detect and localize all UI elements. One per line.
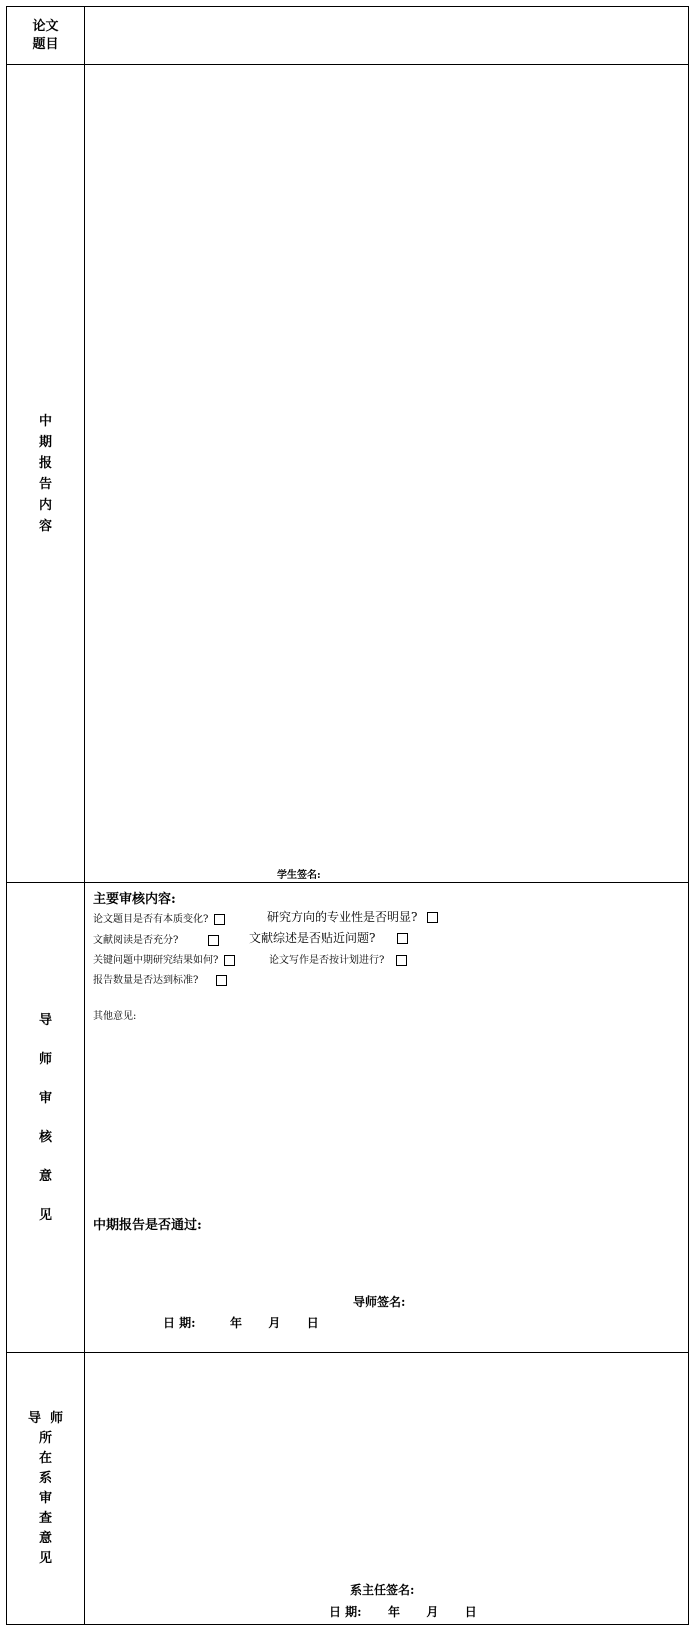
label-char: 见 (38, 1550, 52, 1566)
year-label: 年 (229, 1316, 242, 1330)
review-question-text: 报告数量是否达到标准? (93, 975, 199, 986)
review-question-text: 论文题目是否有本质变化? (93, 914, 209, 925)
department-review-label (7, 1409, 84, 1569)
date-label: 日 期: (329, 1605, 362, 1619)
row-thesis-title (7, 7, 689, 65)
row-advisor-review (7, 883, 689, 1353)
label-char: 导 (38, 1012, 52, 1028)
review-question-4 (249, 929, 408, 946)
student-signature-label: 学生签名: (277, 870, 321, 881)
report-content-label-cell (7, 65, 85, 883)
pass-decision-label: 中期报告是否通过: (93, 1218, 202, 1233)
review-question-2 (267, 908, 438, 925)
checkbox[interactable] (216, 975, 227, 986)
checkbox[interactable] (214, 914, 225, 925)
month-label: 月 (426, 1605, 439, 1619)
label-char: 告 (38, 476, 52, 492)
label-char: 意 (38, 1530, 52, 1546)
review-question-1 (93, 910, 225, 925)
other-comments-field[interactable] (93, 1023, 673, 1203)
review-question-5 (93, 951, 235, 966)
label-char: 在 (38, 1450, 52, 1466)
advisor-review-field (85, 883, 689, 1353)
checkbox[interactable] (427, 912, 438, 923)
advisor-review-label (7, 1001, 84, 1235)
advisor-review-label-cell (7, 883, 85, 1353)
label-char: 核 (38, 1129, 52, 1145)
label-char: 师 (38, 1051, 52, 1067)
label-char: 报 (38, 455, 52, 471)
checkbox[interactable] (397, 933, 408, 944)
label-char: 系 (38, 1470, 52, 1486)
department-head-signature-label: 系主任签名: (350, 1583, 415, 1597)
checkbox[interactable] (396, 955, 407, 966)
month-label: 月 (268, 1316, 281, 1330)
review-question-7 (93, 971, 227, 986)
day-label: 日 (464, 1605, 477, 1619)
year-label: 年 (387, 1605, 400, 1619)
review-heading: 主要审核内容: (93, 892, 176, 907)
label-char: 审 (38, 1490, 52, 1506)
review-question-3 (93, 931, 219, 946)
label-char: 容 (38, 518, 52, 534)
label-char: 见 (38, 1207, 52, 1223)
day-label: 日 (306, 1316, 319, 1330)
label-char: 中 (38, 413, 52, 429)
review-question-text: 文献综述是否贴近问题? (249, 931, 376, 945)
department-review-field[interactable] (85, 1353, 689, 1625)
other-comments-label: 其他意见: (93, 1011, 137, 1022)
midterm-report-form (6, 6, 689, 1625)
review-question-text: 论文写作是否按计划进行? (269, 955, 385, 966)
label-char: 内 (38, 497, 52, 513)
review-question-text: 研究方向的专业性是否明显? (267, 910, 418, 924)
advisor-date (163, 1314, 319, 1331)
review-question-text: 关键问题中期研究结果如何? (93, 955, 219, 966)
label-char: 审 (38, 1090, 52, 1106)
label-char: 意 (38, 1168, 52, 1184)
checkbox[interactable] (224, 955, 235, 966)
checkbox[interactable] (208, 935, 219, 946)
review-question-text: 文献阅读是否充分? (93, 935, 179, 946)
thesis-title-field[interactable] (85, 7, 689, 65)
thesis-title-label-cell (7, 7, 85, 65)
report-content-field[interactable] (85, 65, 689, 883)
department-review-label-cell (7, 1353, 85, 1625)
row-report-content (7, 65, 689, 883)
department-date (329, 1603, 477, 1620)
thesis-title-label-line: 题目 (32, 36, 59, 52)
thesis-title-label-line: 论文 (32, 18, 59, 34)
report-content-label (7, 411, 84, 537)
label-char: 查 (38, 1510, 52, 1526)
date-label: 日 期: (163, 1316, 196, 1330)
row-department-review (7, 1353, 689, 1625)
label-char: 所 (38, 1430, 52, 1446)
label-char: 期 (38, 434, 52, 450)
review-question-6 (269, 951, 407, 966)
advisor-signature-label: 导师签名: (353, 1295, 406, 1309)
label-line: 导 师 (27, 1410, 64, 1426)
thesis-title-label (7, 18, 84, 54)
